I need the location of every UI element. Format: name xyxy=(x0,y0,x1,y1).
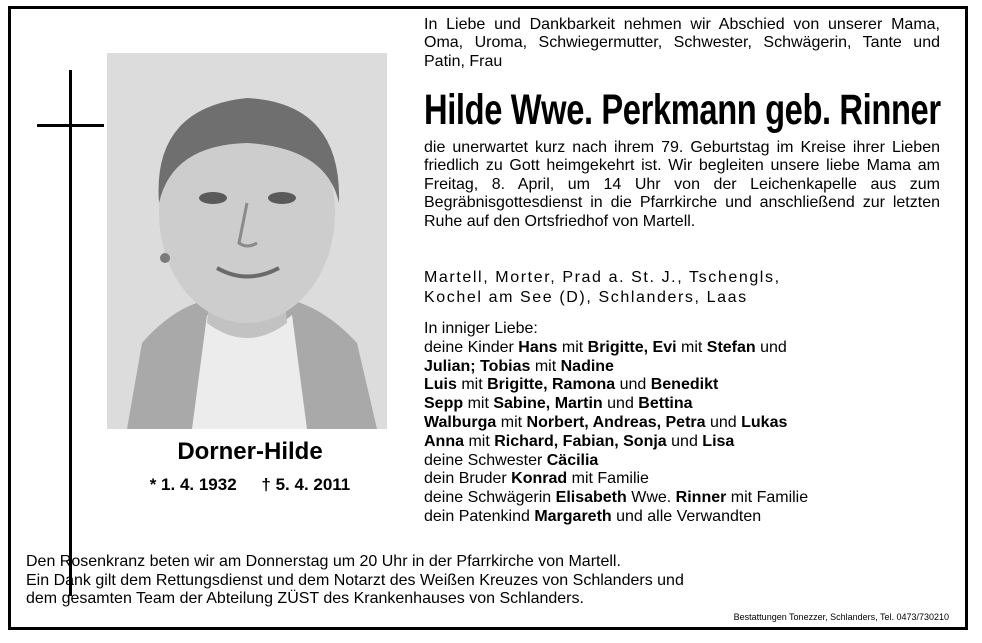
mourner-line xyxy=(424,508,944,527)
mourner-line xyxy=(424,433,944,452)
mourner-line xyxy=(424,470,944,489)
mourner-name: Nadine xyxy=(560,357,614,375)
places-line: Kochel am See (D), Schlanders, Laas xyxy=(424,289,748,306)
mourner-relation: und xyxy=(705,413,742,431)
mourner-name: Lisa xyxy=(702,432,735,450)
mourner-relation: Wwe. xyxy=(626,489,676,507)
mourner-name: Brigitte, Ramona xyxy=(487,376,616,394)
mourner-line xyxy=(424,489,944,508)
places-line: Martell, Morter, Prad a. St. J., Tschengls, xyxy=(424,269,781,286)
mourner-name: Sepp xyxy=(424,395,464,413)
mourner-name: Benedikt xyxy=(650,376,719,394)
mourners-heading: In inniger Liebe: xyxy=(424,320,538,337)
deceased-nickname: Dorner-Hilde xyxy=(177,438,323,465)
mourner-relation: dein Patenkind xyxy=(424,507,535,525)
mourner-relation: mit xyxy=(496,413,527,431)
mourner-name: Brigitte, Evi xyxy=(587,338,677,356)
mourner-relation: deine Schwägerin xyxy=(424,489,556,507)
mourner-name: Lukas xyxy=(741,413,788,431)
mourner-name: Konrad xyxy=(511,470,568,488)
mourner-relation: mit xyxy=(463,395,494,413)
mourner-name: Luis xyxy=(424,376,457,394)
mourner-relation: dein Bruder xyxy=(424,470,512,488)
mourner-line xyxy=(424,414,944,433)
mourner-name: Sabine, Martin xyxy=(493,395,603,413)
closing-text xyxy=(26,553,946,609)
mourner-relation: und xyxy=(666,432,703,450)
announcement-text: die unerwartet kurz nach ihrem 79. Geburtstag im Kreise ihrer Lieben friedlich zu Gott heimgekehrt ist. Wir begleiten unsere liebe Mama am Freitag, 8. April, um 14 Uhr von der Leichenkapelle aus zum Begräbnisgottesdienst in die Pfarrkirche und anschließend zur letzten Ruhe auf den Ortsfriedhof von Martell. xyxy=(424,139,940,230)
mourners-list xyxy=(424,320,944,527)
mourner-relation: und xyxy=(615,376,651,394)
mourner-name: Richard, Fabian, Sonja xyxy=(494,432,667,450)
mourner-name: Cäcilia xyxy=(546,451,599,469)
mourner-line xyxy=(424,358,944,377)
mourner-name: Anna xyxy=(424,432,464,450)
intro-text: In Liebe und Dankbarkeit nehmen wir Abschied von unserer Mama, Oma, Uroma, Schwiegermutter, Schwester, Schwägerin, Tante und Patin, Frau xyxy=(424,16,940,70)
closing-line: Ein Dank gilt dem Rettungsdienst und dem Notarzt des Weißen Kreuzes von Schlanders und xyxy=(26,571,684,589)
death-date: † 5. 4. 2011 xyxy=(261,475,351,494)
mourner-relation: und alle Verwandten xyxy=(611,507,762,525)
mourner-name: Elisabeth xyxy=(555,489,627,507)
mourner-name: Julian; Tobias xyxy=(424,357,531,375)
mourner-relation: deine Kinder xyxy=(424,338,519,356)
mourner-relation: deine Schwester xyxy=(424,451,547,469)
mourner-name: Rinner xyxy=(675,489,727,507)
mourner-line xyxy=(424,452,944,471)
mourner-name: Hans xyxy=(518,338,558,356)
mourner-name: Norbert, Andreas, Petra xyxy=(526,413,706,431)
undertaker-credit: Bestattungen Tonezzer, Schlanders, Tel. 0473/730210 xyxy=(733,612,949,622)
mourner-line xyxy=(424,376,944,395)
mourner-relation: mit xyxy=(456,376,488,394)
mourner-relation: und xyxy=(602,395,639,413)
closing-line: Den Rosenkranz beten wir am Donnerstag um 20 Uhr in der Pfarrkirche von Martell. xyxy=(26,553,621,570)
portrait-photo xyxy=(107,53,387,429)
cross-vertical-bar xyxy=(69,70,72,596)
mourner-line xyxy=(424,339,944,358)
birth-date: * 1. 4. 1932 xyxy=(149,475,237,494)
closing-line: dem gesamten Team der Abteilung ZÜST des Krankenhauses von Schlanders. xyxy=(26,590,584,608)
mourner-relation: mit xyxy=(557,338,588,356)
mourner-relation: mit Familie xyxy=(726,489,809,507)
mourner-name: Stefan xyxy=(706,338,756,356)
life-dates xyxy=(110,475,390,495)
mourner-relation: mit Familie xyxy=(567,470,649,488)
deceased-name: Hilde Wwe. Perkmann geb. Rinner xyxy=(424,86,941,134)
mourner-relation: mit xyxy=(676,338,707,356)
mourner-relation: mit xyxy=(464,432,495,450)
mourner-name: Margareth xyxy=(534,507,612,525)
mourner-name: Walburga xyxy=(424,413,497,431)
mourner-relation: mit xyxy=(530,357,561,375)
places-list xyxy=(424,268,944,308)
mourner-relation: und xyxy=(755,338,787,356)
mourner-line xyxy=(424,395,944,414)
mourner-name: Bettina xyxy=(638,395,693,413)
cross-horizontal-bar xyxy=(37,124,104,127)
